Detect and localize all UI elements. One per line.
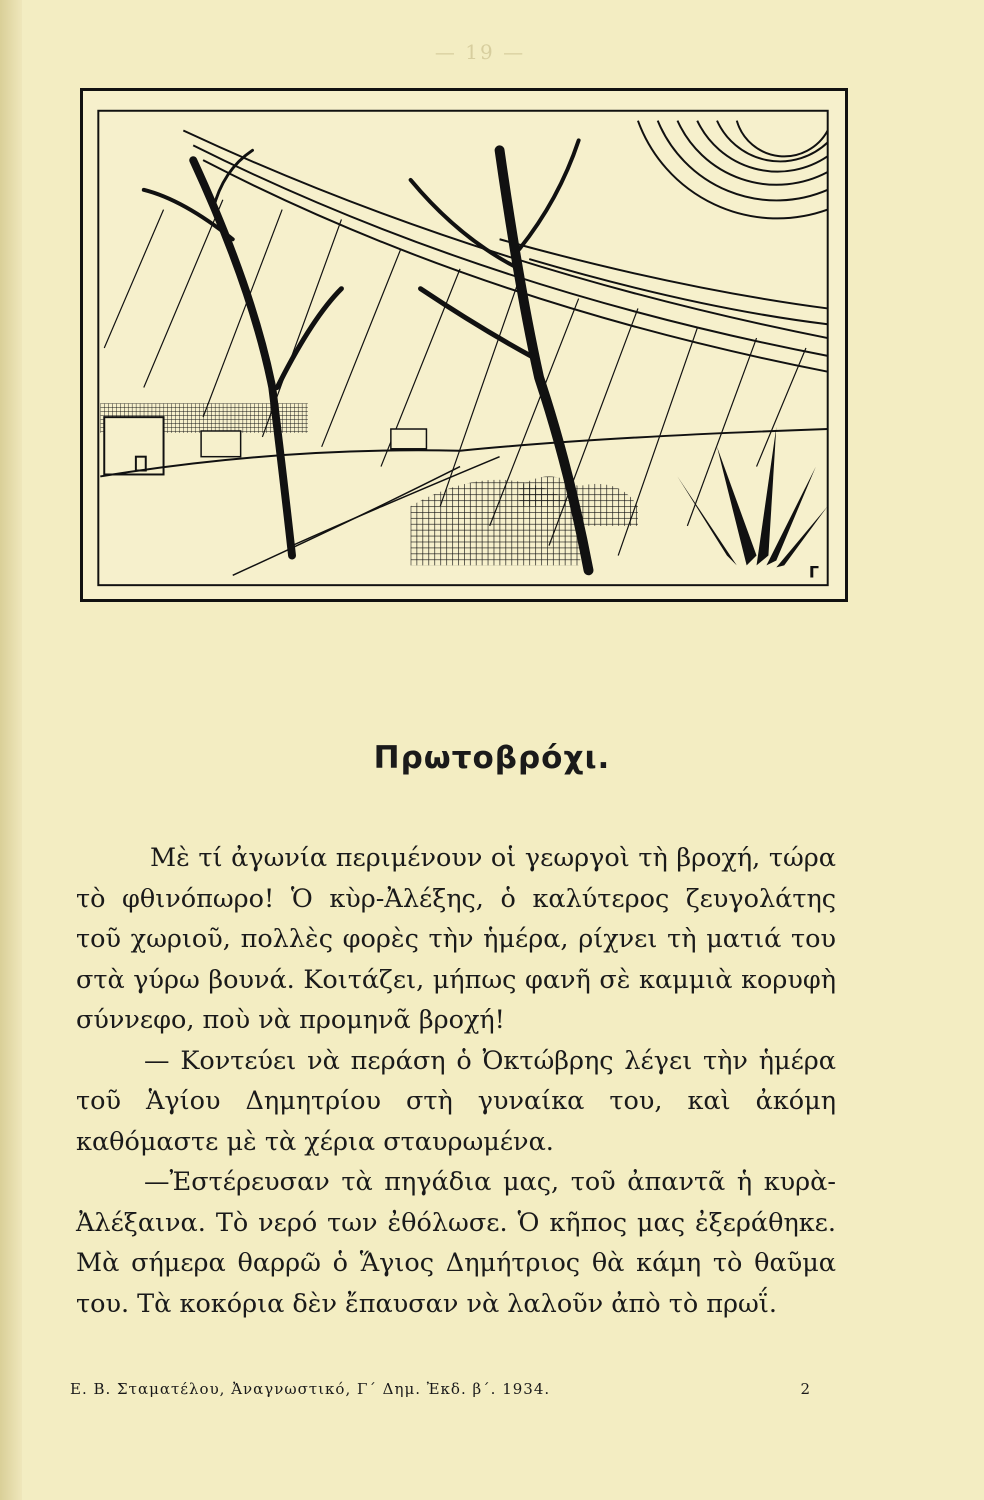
page-footer	[70, 1380, 810, 1398]
rain-landscape-illustration	[80, 88, 848, 602]
ghost-page-number: — 19 —	[434, 40, 526, 64]
chapter-title: Πρωτοβρόχι.	[373, 740, 611, 776]
paragraph: Μὲ τί ἀγωνία περιμένουν οἱ γεωργοὶ τὴ βροχή, τώρα τὸ φθινόπωρο! Ὁ κὺρ-Ἀλέξης, ὁ καλύτερος ζευγολάτης τοῦ χωριοῦ, πολλὲς φορὲς τὴν ἡμέρα, ρίχνει τὴ ματιά του στὰ γύρω βουνά. Κοιτάζει, μήπως φανῆ σὲ καμμιὰ κορυφὴ σύννεφο, ποὺ νὰ προμηνᾶ βροχή!	[76, 843, 836, 1035]
signature-mark: 2	[800, 1380, 810, 1398]
monogram: Γ	[808, 562, 819, 582]
paragraph: —Ἐστέρευσαν τὰ πηγάδια μας, τοῦ ἀπαντᾶ ἡ κυρὰ-Ἀλέξαινα. Τὸ νερό των ἐθόλωσε. Ὁ κῆπος μας ἐξεράθηκε. Μὰ σήμερα θαρρῶ ὁ Ἅγιος Δημήτριος θὰ κάμη τὸ θαῦμα του. Τὰ κοκόρια δὲν ἔπαυσαν νὰ λαλοῦν ἀπὸ τὸ πρωΐ.	[76, 1167, 836, 1319]
illustration-drawing	[83, 91, 845, 599]
body-text	[76, 838, 836, 1324]
paragraph: — Κοντεύει νὰ περάση ὁ Ὀκτώβρης λέγει τὴν ἡμέρα τοῦ Ἁγίου Δημητρίου στὴ γυναίκα του, καὶ ἀκόμη καθόμαστε μὲ τὰ χέρια σταυρωμένα.	[76, 1045, 836, 1157]
footer-citation: Ε. Β. Σταματέλου, Ἀναγνωστικό, Γ΄ Δημ. Ἐκδ. β΄. 1934.	[70, 1380, 551, 1398]
